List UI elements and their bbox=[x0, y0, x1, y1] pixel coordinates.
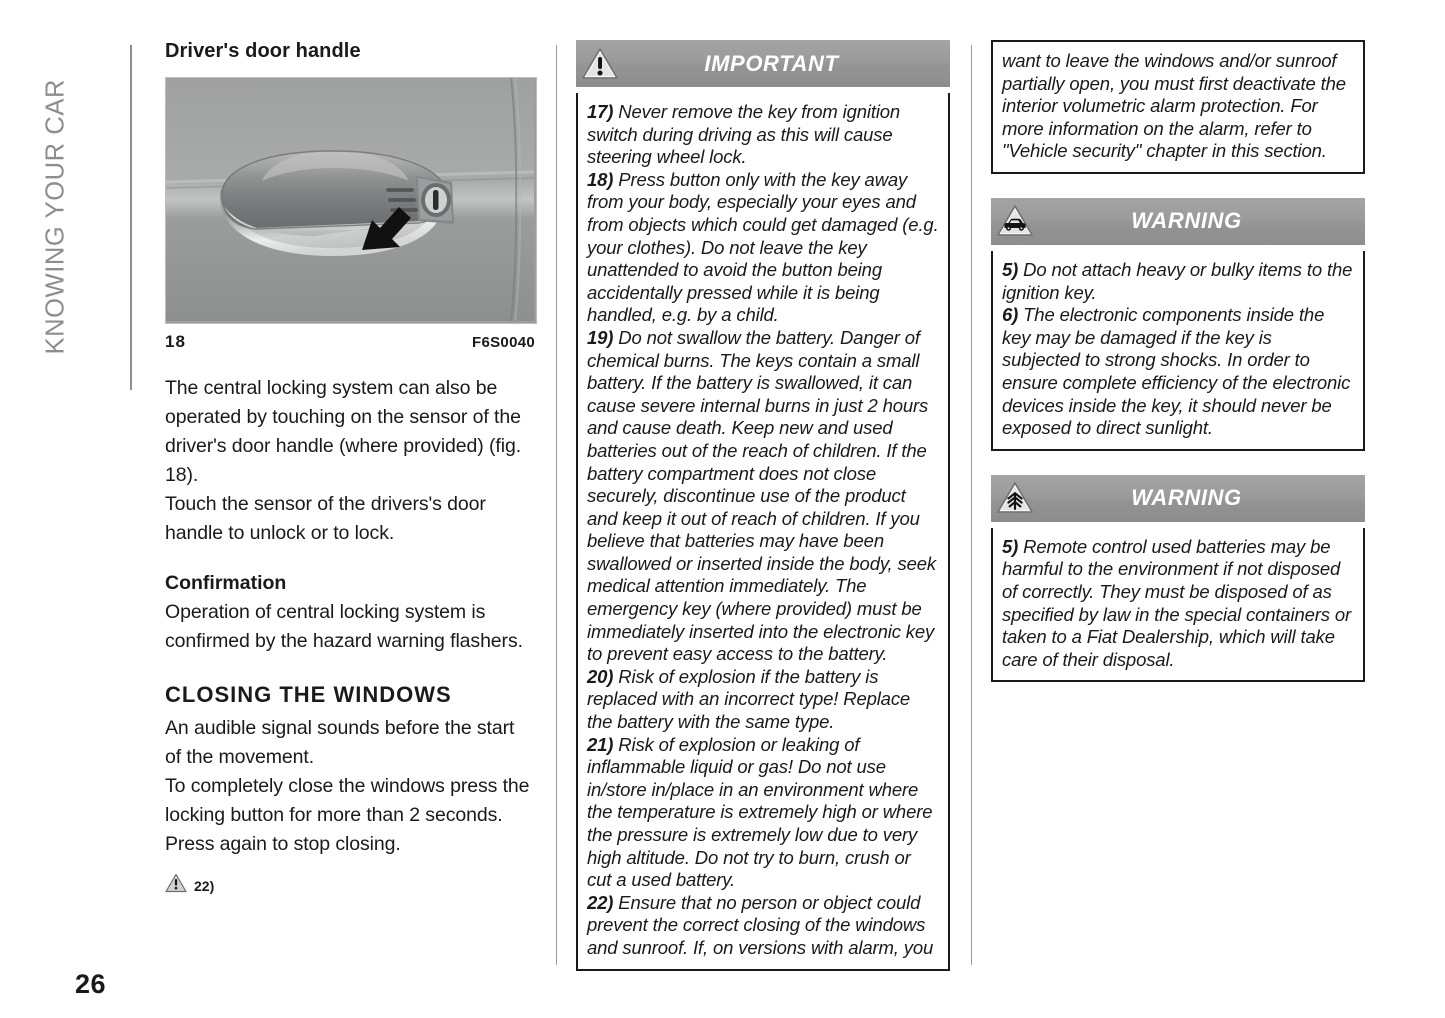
callout-item bbox=[587, 666, 939, 734]
callout-item-text: Do not attach heavy or bulky items to the ignition key. bbox=[1002, 258, 1353, 303]
figure-number: 18 bbox=[165, 332, 186, 351]
callout-item-text: Press button only with the key away from your body, especially your eyes and from objects which could get damaged (e.g. your clothes). Do not leave the key unattended to avoid the button being accidentally pressed while it is being handled, e.g. by a child. bbox=[587, 168, 939, 326]
callout-item bbox=[587, 101, 939, 169]
door-handle-figure bbox=[165, 77, 537, 324]
paragraph-close-windows: To completely close the windows press the locking button for more than 2 seconds. bbox=[165, 775, 530, 826]
warning-triangle-exclamation-icon bbox=[165, 873, 187, 898]
callout-item-number: 19) bbox=[587, 326, 614, 348]
section-side-tab bbox=[0, 40, 132, 390]
callout-item bbox=[587, 734, 939, 892]
warning-callout-title-2: WARNING bbox=[1131, 485, 1242, 511]
important-callout-title: IMPORTANT bbox=[704, 50, 839, 76]
callout-item-number: 6) bbox=[1002, 304, 1019, 326]
callout-item-number: 21) bbox=[587, 733, 614, 755]
section-side-tab-rule bbox=[130, 45, 132, 390]
callout-item-number: 5) bbox=[1002, 535, 1019, 557]
left-column bbox=[165, 40, 535, 898]
callout-item bbox=[587, 327, 939, 666]
heading-closing-the-windows: CLOSING THE WINDOWS bbox=[165, 682, 452, 707]
warning-triangle-exclamation-icon bbox=[576, 40, 623, 87]
callout-item-text: Ensure that no person or object could prevent the correct closing of the windows and sunroof. If, on versions with alarm, you bbox=[587, 891, 934, 958]
middle-column bbox=[576, 40, 950, 971]
callout-item-text: Risk of explosion or leaking of inflammable liquid or gas! Do not use in/store in/place in an environment where the temperature is extremely high or where the pressure is extremely low due to very high altitude. Do not try to burn, crush or cut a used battery. bbox=[587, 733, 933, 891]
warning-callout-title-1: WARNING bbox=[1131, 208, 1242, 234]
paragraph-audible-signal: An audible signal sounds before the start of the movement. bbox=[165, 717, 515, 768]
callout-item-number: 20) bbox=[587, 665, 614, 687]
callout-item-number: 5) bbox=[1002, 258, 1019, 280]
continuation-callout-body bbox=[991, 40, 1365, 174]
callout-item-number: 22) bbox=[587, 891, 614, 913]
callout-item bbox=[587, 169, 939, 327]
figure-code: F6S0040 bbox=[472, 334, 535, 351]
paragraph-central-locking: The central locking system can also be operated by touching on the sensor of the driver's door handle (where provided) (fig. 18). bbox=[165, 377, 522, 486]
door-handle-illustration bbox=[166, 78, 534, 321]
tree-environment-triangle-icon bbox=[991, 475, 1038, 522]
column-divider-right bbox=[971, 45, 972, 965]
callout-item-text: The electronic components inside the key may be damaged if the key is subjected to strong shocks. In order to ensure complete efficiency of the electronic devices inside the key, it should never be exposed to direct sunlight. bbox=[1002, 304, 1351, 439]
callout-item bbox=[1002, 304, 1354, 440]
car-triangle-icon bbox=[991, 198, 1038, 245]
callout-item-number: 18) bbox=[587, 168, 614, 190]
heading-confirmation: Confirmation bbox=[165, 572, 287, 594]
callout-item-text: Never remove the key from ignition switch during driving as this will cause steering wheel lock. bbox=[587, 101, 901, 168]
paragraph-press-again: Press again to stop closing. bbox=[165, 833, 401, 855]
callout-item-number: 17) bbox=[587, 101, 614, 122]
important-callout-header bbox=[576, 40, 950, 87]
section-side-tab-label: KNOWING YOUR CAR bbox=[41, 79, 70, 355]
callout-item-text: Remote control used batteries may be harmful to the environment if not disposed of correctly. They must be disposed of as specified by law in the special containers or taken to a Fiat Dealership, which will take care of their disposal. bbox=[1002, 535, 1352, 670]
continuation-text: want to leave the windows and/or sunroof partially open, you must first deactivate the interior volumetric alarm protection. For more information on the alarm, refer to "Vehicle security" chapter in this section. bbox=[1002, 50, 1346, 162]
callout-item bbox=[1002, 259, 1354, 304]
figure-caption bbox=[165, 332, 535, 352]
important-callout-body bbox=[576, 93, 950, 971]
page-number: 26 bbox=[75, 969, 107, 999]
paragraph-touch-sensor: Touch the sensor of the drivers's door handle to unlock or to lock. bbox=[165, 493, 486, 544]
warning-callout-body-2 bbox=[991, 528, 1365, 683]
note-reference-number: 22) bbox=[194, 877, 215, 894]
warning-callout-body-1 bbox=[991, 251, 1365, 451]
paragraph-confirmation: Operation of central locking system is confirmed by the hazard warning flashers. bbox=[165, 601, 523, 652]
callout-item bbox=[1002, 536, 1354, 672]
note-reference bbox=[165, 873, 535, 898]
right-column bbox=[991, 40, 1365, 682]
callout-item-text: Do not swallow the battery. Danger of chemical burns. The keys contain a small battery. If the battery is swallowed, it can cause severe internal burns in just 2 hours and cause death. Keep new and used batteries out of the reach of children. If the battery compartment does not close securely, discontinue use of the product and keep it out of reach of children. If you believe that batteries may have been swallowed or inserted inside the body, seek medical attention immediately. The emergency key (where provided) must be immediately inserted into the electronic key to prevent easy access to the battery. bbox=[587, 326, 937, 665]
page-title: Driver's door handle bbox=[165, 40, 361, 62]
callout-item-text: Risk of explosion if the battery is replaced with an incorrect type! Replace the battery with the same type. bbox=[587, 665, 911, 733]
callout-item bbox=[587, 892, 939, 960]
column-divider-left bbox=[556, 45, 557, 965]
warning-callout-header-1 bbox=[991, 198, 1365, 245]
warning-callout-header-2 bbox=[991, 475, 1365, 522]
